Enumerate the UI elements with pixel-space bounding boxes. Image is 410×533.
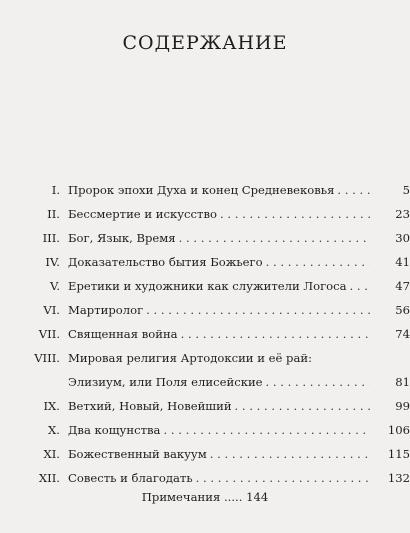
toc-entry-page: 115 xyxy=(387,447,410,461)
toc-entry-text xyxy=(68,250,370,274)
toc-entry-number: VI. xyxy=(43,303,60,317)
dot-leader xyxy=(350,274,370,298)
toc-entry-number: VII. xyxy=(38,327,60,341)
toc-entry[interactable] xyxy=(0,322,410,346)
toc-entry-page: 30 xyxy=(395,231,410,245)
page-title: СОДЕРЖАНИЕ xyxy=(122,32,288,54)
toc-entry-title: Ветхий, Новый, Новейший xyxy=(68,399,232,413)
toc-entry[interactable] xyxy=(0,178,410,202)
toc-entry-text xyxy=(68,202,370,226)
notes-entry[interactable] xyxy=(0,490,410,504)
toc-entry-page: 132 xyxy=(387,471,410,485)
toc-entry[interactable] xyxy=(0,394,410,418)
table-of-contents xyxy=(0,178,410,490)
toc-entry-number: II. xyxy=(47,207,60,221)
toc-entry-text xyxy=(68,442,370,466)
dot-leader xyxy=(337,178,370,202)
toc-entry-title: Бог, Язык, Время xyxy=(68,231,176,245)
toc-entry-number: V. xyxy=(49,279,60,293)
toc-entry[interactable] xyxy=(0,274,410,298)
toc-entry-title: Мировая религия Артодоксии и её рай: xyxy=(68,351,312,365)
notes-page: 144 xyxy=(246,490,269,504)
toc-entry-title: Еретики и художники как служители Логоса xyxy=(68,279,347,293)
toc-entry-title: Два кощунства xyxy=(68,423,161,437)
toc-entry-title: Бессмертие и искусство xyxy=(68,207,217,221)
toc-entry-number: XII. xyxy=(38,471,60,485)
toc-entry-text xyxy=(68,226,370,250)
dot-leader xyxy=(210,442,370,466)
toc-entry-page: 74 xyxy=(395,327,410,341)
toc-entry[interactable] xyxy=(0,346,410,394)
toc-entry-title: Божественный вакуум xyxy=(68,447,207,461)
toc-entry-page: 5 xyxy=(402,183,410,197)
toc-entry-page: 56 xyxy=(395,303,410,317)
toc-entry-number: IV. xyxy=(45,255,60,269)
dot-leader xyxy=(179,226,370,250)
toc-entry-title: Мартиролог xyxy=(68,303,144,317)
toc-entry-page: 81 xyxy=(395,375,410,389)
dot-leader xyxy=(220,202,370,226)
notes-label: Примечания xyxy=(141,490,221,504)
dot-leader xyxy=(181,322,370,346)
toc-entry[interactable] xyxy=(0,202,410,226)
toc-entry-title: Доказательство бытия Божьего xyxy=(68,255,263,269)
toc-entry-text xyxy=(68,346,370,394)
dot-leader xyxy=(163,418,370,442)
toc-entry-number: III. xyxy=(42,231,60,245)
toc-entry-text xyxy=(68,274,370,298)
toc-entry-page: 47 xyxy=(395,279,410,293)
toc-entry-text xyxy=(68,466,370,490)
dot-leader xyxy=(235,394,370,418)
toc-entry-text xyxy=(68,178,370,202)
toc-entry-text xyxy=(68,418,370,442)
toc-entry-text xyxy=(68,298,370,322)
toc-entry[interactable] xyxy=(0,250,410,274)
toc-entry-title-continued: Элизиум, или Поля елисейские xyxy=(68,375,263,389)
toc-entry[interactable] xyxy=(0,226,410,250)
toc-entry-text xyxy=(68,394,370,418)
toc-entry-text xyxy=(68,322,370,346)
toc-entry-title: Совесть и благодать xyxy=(68,471,193,485)
toc-entry-page: 41 xyxy=(395,255,410,269)
toc-entry-number: IX. xyxy=(43,399,60,413)
toc-entry-page: 99 xyxy=(395,399,410,413)
notes-dot-leader: ..... xyxy=(223,490,243,504)
toc-entry-title: Священная война xyxy=(68,327,178,341)
toc-entry[interactable] xyxy=(0,418,410,442)
toc-entry-number: VIII. xyxy=(34,351,60,365)
toc-entry-page: 23 xyxy=(395,207,410,221)
toc-entry-number: I. xyxy=(51,183,60,197)
dot-leader xyxy=(266,250,370,274)
toc-entry-page: 106 xyxy=(387,423,410,437)
dot-leader xyxy=(266,370,370,394)
toc-entry-number: X. xyxy=(48,423,60,437)
toc-entry[interactable] xyxy=(0,466,410,490)
dot-leader xyxy=(196,466,370,490)
toc-entry-title: Пророк эпохи Духа и конец Средневековья xyxy=(68,183,335,197)
toc-entry[interactable] xyxy=(0,442,410,466)
dot-leader xyxy=(146,298,370,322)
toc-entry[interactable] xyxy=(0,298,410,322)
toc-entry-number: XI. xyxy=(43,447,60,461)
